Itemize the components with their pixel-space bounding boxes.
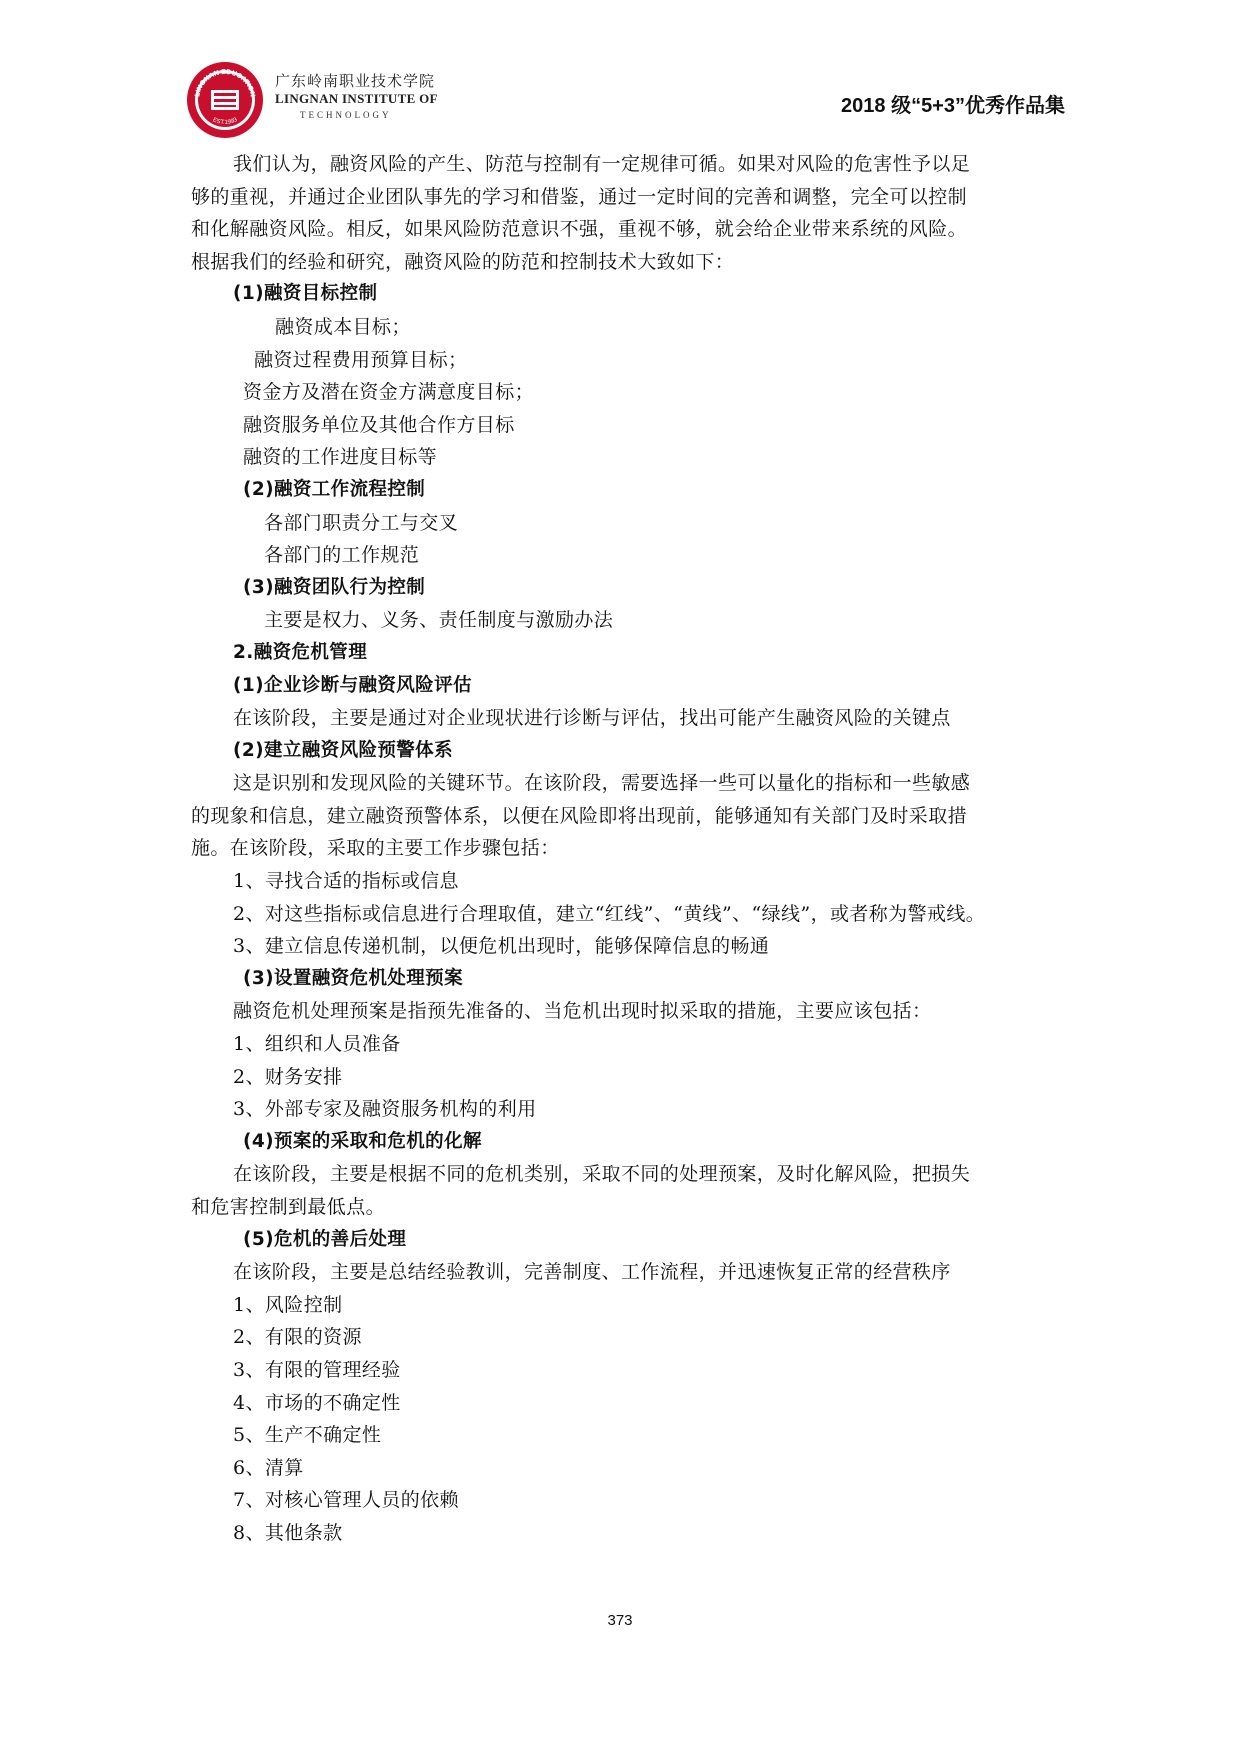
institution-logo-icon xyxy=(185,60,265,140)
section-heading: (2)融资工作流程控制 xyxy=(243,478,426,500)
paragraph-line: 6、清算 xyxy=(233,1456,304,1479)
svg-text:EST.1993: EST.1993 xyxy=(211,117,239,127)
paragraph-line: 2、对这些指标或信息进行合理取值，建立“红线”、“黄线”、“绿线”，或者称为警戒线。 xyxy=(233,902,986,925)
paragraph-line: 1、风险控制 xyxy=(233,1293,343,1316)
paragraph-line: 各部门职责分工与交叉 xyxy=(264,511,459,534)
institution-name-en: LINGNAN INSTITUTE OF xyxy=(275,91,438,106)
paragraph-line: 融资服务单位及其他合作方目标 xyxy=(243,413,515,436)
paragraph-line: 根据我们的经验和研究，融资风险的防范和控制技术大致如下： xyxy=(191,250,735,273)
paragraph-line: 融资危机处理预案是指预先准备的、当危机出现时拟采取的措施，主要应该包括： xyxy=(233,1000,932,1023)
section-heading: (5)危机的善后处理 xyxy=(243,1228,407,1250)
paragraph-line: 1、组织和人员准备 xyxy=(233,1033,401,1056)
paragraph-line: 这是识别和发现风险的关键环节。在该阶段，需要选择一些可以量化的指标和一些敏感 xyxy=(233,772,971,795)
paragraph-line: 各部门的工作规范 xyxy=(264,544,420,567)
paragraph-line: 8、其他条款 xyxy=(233,1521,343,1544)
paragraph-line: 2、有限的资源 xyxy=(233,1326,362,1349)
section-heading: (3)设置融资危机处理预案 xyxy=(243,967,463,989)
paragraph-line: 3、外部专家及融资服务机构的利用 xyxy=(233,1098,537,1121)
paragraph-line: 的现象和信息，建立融资预警体系，以便在风险即将出现前，能够通知有关部门及时采取措 xyxy=(191,804,968,827)
svg-text:LINGNAN EDUCATION: LINGNAN EDUCATION xyxy=(194,68,256,98)
page-header xyxy=(0,0,1240,140)
paragraph-line: 我们认为，融资风险的产生、防范与控制有一定规律可循。如果对风险的危害性予以足 xyxy=(233,153,971,175)
paragraph-line: 施。在该阶段，采取的主要工作步骤包括： xyxy=(191,837,560,860)
paragraph-line: 2、财务安排 xyxy=(233,1065,343,1088)
paragraph-line: 1、寻找合适的指标或信息 xyxy=(233,870,459,893)
section-heading: (2)建立融资风险预警体系 xyxy=(233,739,453,761)
section-heading: 2.融资危机管理 xyxy=(233,641,368,663)
paragraph-line: 主要是权力、义务、责任制度与激励办法 xyxy=(264,609,614,632)
institution-name-cn: 广东岭南职业技术学院 xyxy=(275,72,436,90)
paragraph-line: 融资过程费用预算目标； xyxy=(254,348,468,371)
section-heading: (4)预案的采取和危机的化解 xyxy=(243,1130,482,1152)
section-heading: (1)企业诊断与融资风险评估 xyxy=(233,674,472,696)
paragraph-line: 够的重视，并通过企业团队事先的学习和借鉴，通过一定时间的完善和调整，完全可以控制 xyxy=(191,185,968,208)
paragraph-line: 在该阶段，主要是总结经验教训，完善制度、工作流程，并迅速恢复正常的经营秩序 xyxy=(233,1261,951,1284)
paragraph-line: 3、建立信息传递机制，以便危机出现时，能够保障信息的畅通 xyxy=(233,935,770,958)
institution-name-en-technology: TECHNOLOGY xyxy=(300,110,392,120)
paragraph-line: 在该阶段，主要是通过对企业现状进行诊断与评估，找出可能产生融资风险的关键点 xyxy=(233,707,951,730)
paragraph-line: 融资成本目标； xyxy=(275,315,411,338)
paragraph-line: 和危害控制到最低点。 xyxy=(191,1196,386,1218)
paragraph-line: 资金方及潜在资金方满意度目标； xyxy=(243,381,535,404)
page-number: 373 xyxy=(607,1612,633,1629)
section-heading: (3)融资团队行为控制 xyxy=(243,576,426,598)
document-body xyxy=(191,148,1061,1550)
collection-title: 2018 级“5+3”优秀作品集 xyxy=(841,95,1065,117)
paragraph-line: 7、对核心管理人员的依赖 xyxy=(233,1489,459,1512)
paragraph-line: 4、市场的不确定性 xyxy=(233,1391,401,1414)
paragraph-line: 5、生产不确定性 xyxy=(233,1424,382,1447)
section-heading: (1)融资目标控制 xyxy=(233,283,378,305)
paragraph-line: 和化解融资风险。相反，如果风险防范意识不强，重视不够，就会给企业带来系统的风险。 xyxy=(191,218,968,241)
paragraph-line: 在该阶段，主要是根据不同的危机类别，采取不同的处理预案，及时化解风险，把损失 xyxy=(233,1163,971,1186)
paragraph-line: 融资的工作进度目标等 xyxy=(243,446,438,469)
paragraph-line: 3、有限的管理经验 xyxy=(233,1358,401,1381)
